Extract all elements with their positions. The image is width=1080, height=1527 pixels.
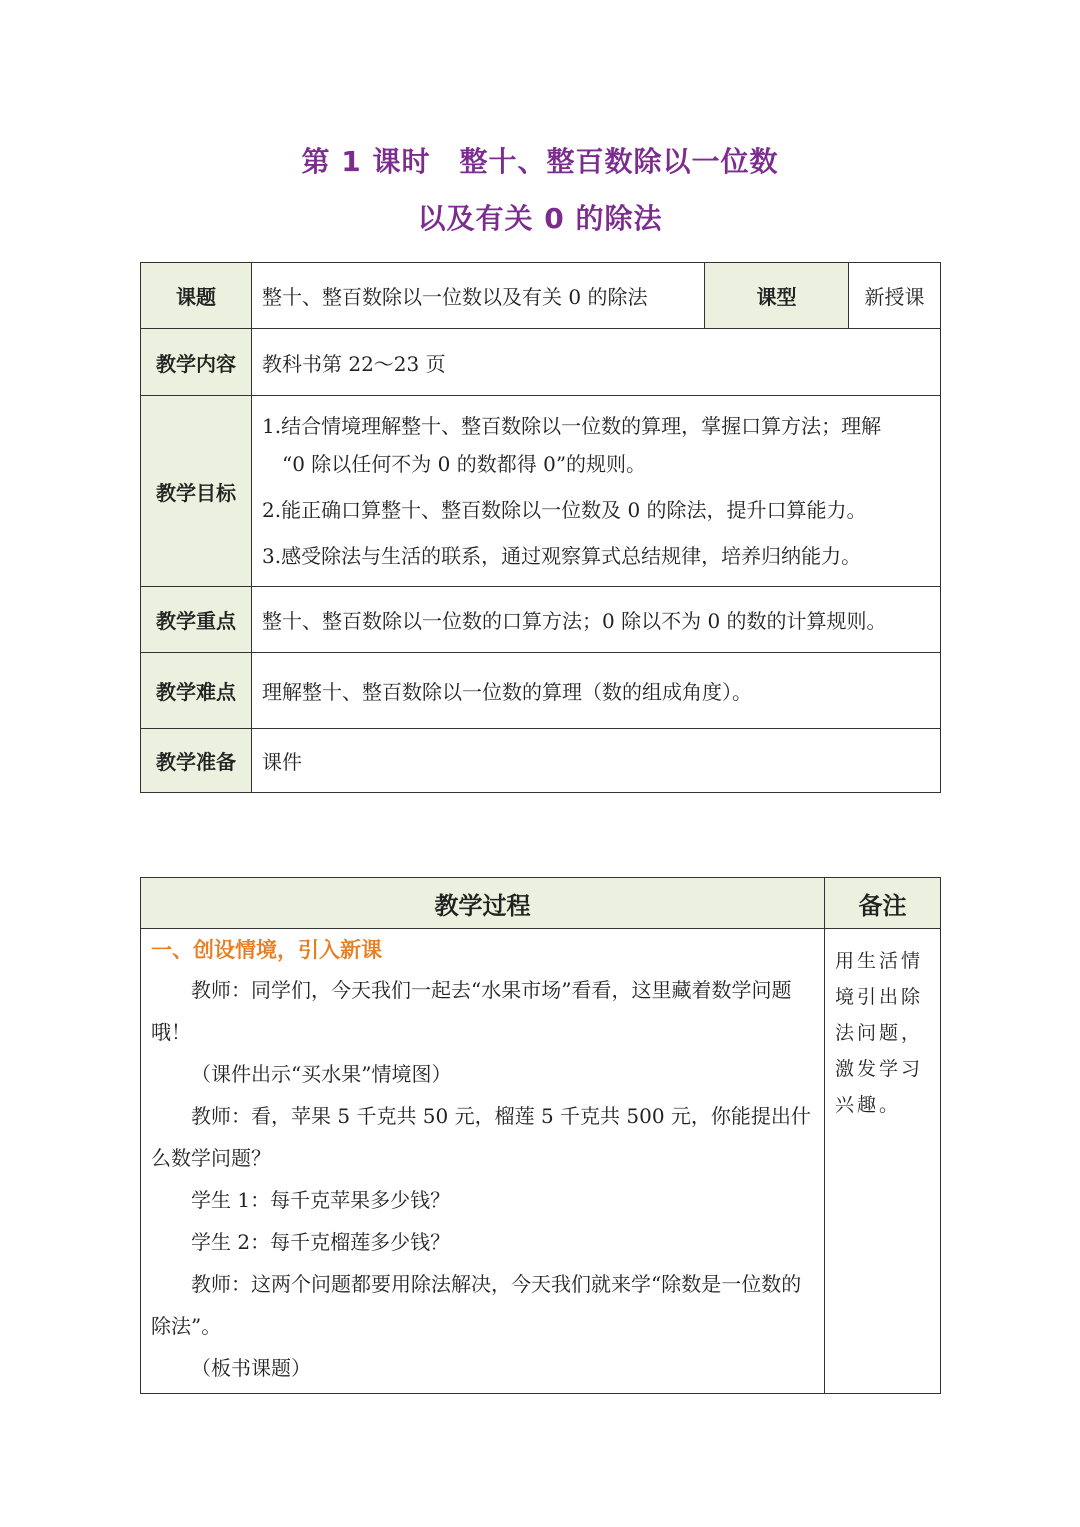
key-label: 教学重点: [141, 587, 252, 653]
teaching-process-table: [140, 877, 941, 1394]
paragraph-4: 学生 1：每千克苹果多少钱？: [191, 1188, 451, 1212]
process-content: [141, 929, 825, 1394]
lesson-info-table: [140, 262, 941, 793]
notes-header: 备注: [825, 878, 941, 929]
prep-value: 课件: [252, 729, 941, 793]
goal-2: 2.能正确口算整十、整百数除以一位数及 0 的除法，提升口算能力。: [262, 498, 867, 522]
paragraph-7: （板书课题）: [191, 1356, 311, 1380]
paragraph-5: 学生 2：每千克榴莲多少钱？: [191, 1230, 451, 1254]
process-note: 用生活情境引出除法问题，激发学习兴趣。: [825, 929, 941, 1394]
section-title: 一、创设情境，引入新课: [151, 938, 382, 962]
goal-3: 3.感受除法与生活的联系，通过观察算式总结规律，培养归纳能力。: [262, 544, 862, 568]
paragraph-2: （课件出示“买水果”情境图）: [191, 1062, 452, 1086]
lesson-title-line2: 以及有关 0 的除法: [417, 202, 663, 235]
difficulty-value: 理解整十、整百数除以一位数的算理（数的组成角度）。: [252, 653, 941, 729]
topic-row: [141, 263, 941, 329]
key-value: 整十、整百数除以一位数的口算方法；0 除以不为 0 的数的计算规则。: [252, 587, 941, 653]
goal-1-line2: “0 除以任何不为 0 的数都得 0”的规则。: [282, 452, 647, 476]
topic-label: 课题: [141, 263, 252, 329]
content-value: 教科书第 22～23 页: [252, 329, 941, 396]
goals-row: [141, 396, 941, 587]
difficulty-label: 教学难点: [141, 653, 252, 729]
key-row: [141, 587, 941, 653]
topic-value: 整十、整百数除以一位数以及有关 0 的除法: [252, 263, 705, 329]
goals-label: 教学目标: [141, 396, 252, 587]
process-body-row: [141, 929, 941, 1394]
prep-row: [141, 729, 941, 793]
goal-1-line1: 1.结合情境理解整十、整百数除以一位数的算理，掌握口算方法；理解: [262, 414, 882, 438]
lesson-title-line1: 第 1 课时 整十、整百数除以一位数: [301, 145, 779, 178]
process-header-row: [141, 878, 941, 929]
paragraph-1: 教师：同学们，今天我们一起去“水果市场”看看，这里藏着数学问题哦！: [151, 978, 792, 1044]
paragraph-6: 教师：这两个问题都要用除法解决，今天我们就来学“除数是一位数的除法”。: [151, 1272, 802, 1338]
paragraph-3: 教师：看，苹果 5 千克共 50 元，榴莲 5 千克共 500 元，你能提出什么数学问题？: [151, 1104, 811, 1170]
content-row: [141, 329, 941, 396]
type-label: 课型: [705, 263, 849, 329]
process-header: 教学过程: [141, 878, 825, 929]
difficulty-row: [141, 653, 941, 729]
goals-list: [252, 396, 941, 587]
content-label: 教学内容: [141, 329, 252, 396]
type-value: 新授课: [849, 263, 941, 329]
prep-label: 教学准备: [141, 729, 252, 793]
